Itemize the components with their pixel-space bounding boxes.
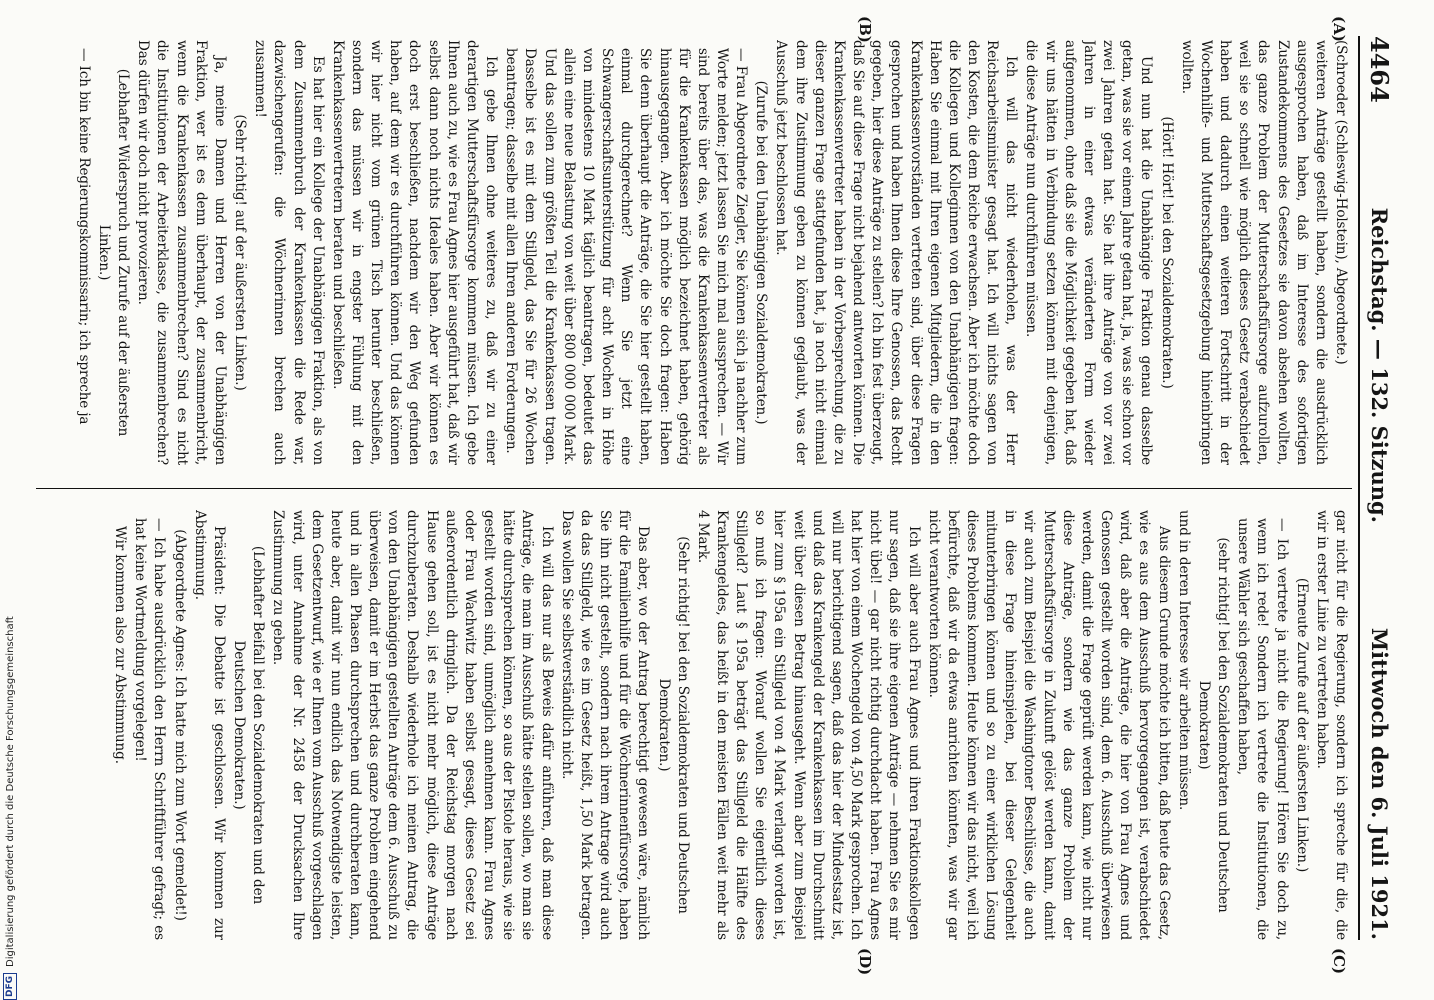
interjection: (Erneute Zurufe auf der äußersten Linken.)	[1293, 577, 1310, 873]
paragraph: Präsident: Die Debatte ist geschlossen. Wir kommen zur Abstimmung.	[191, 510, 227, 940]
paragraph: — Ich habe ausdrücklich den Herrn Schriftführer gefragt; es hat keine Wortmeldung vorgelegen!	[132, 518, 168, 940]
paragraph: Ja, meine Damen und Herren von der Unabhängigen Fraktion, wer ist es denn überhaupt, der zusammenbricht, wenn die Krankenkassen zusammenbrechen? Sind es nicht die Institutionen der Arbeiterklasse, die zusammenbrechen? Das dürfen wir doch nicht provozieren.	[135, 40, 228, 465]
dfg-logo: DFG	[3, 973, 17, 1000]
interjection: (Sehr richtig! bei den Sozialdemokraten und Deutschen Demokraten.)	[655, 536, 691, 914]
paragraph: (Schroeder (Schleswig-Holstein), Abgeordnete.)	[1333, 40, 1349, 365]
page-header	[1358, 36, 1400, 940]
paragraph: — Frau Abgeordnete Ziegler, Sie können sich ja nachher zum Worte melden; jetzt lassen Sie mich mal aussprechen. — Wir sind bereits über das, was die Krankenkassenvertreter als für die Krankenkassen möglich bezeichnet haben, gehörig hinausgegangen. Aber ich möchte Sie doch fragen: Haben Sie denn überhaupt die Anträge, die Sie hier gestellt haben, einmal durchgerechnet? Wenn Sie jetzt eine Schwangerschaftsunterstützung für acht Wochen in Höhe von mindestens 10 Mark täglich beantragen, bedeutet das allein eine neue Belastung von weit über 800 000 000 Mark. Und das sollen zum größten Teil die Krankenkassen tragen. Dasselbe ist es mit dem Stillgeld, das Sie für 26 Wochen beantragen; dasselbe mit allen Ihren anderen Forderungen.	[503, 48, 750, 465]
credit-text: Digitalisierung gefördert durch die Deutsche Forschungsgemeinschaft	[4, 616, 16, 967]
paragraph: Und nun hat die Unabhängige Fraktion genau dasselbe getan, was sie vor einem Jahre getan hat, ja, was sie schon vor zwei Jahren getan hat. Sie hat ihre Anträge von vor zwei Jahren in einer etwas veränderten Form wieder aufgenommen, ohne daß sie die Möglichkeit gegeben hat, daß wir uns hätten in Verbindung setzen können mit denjenigen, die diese Anträge nun durchführen müssen.	[1023, 40, 1155, 465]
paragraph: Ich will aber auch Frau Agnes und ihren Fraktionskollegen nur sagen, daß sie ihre eigenen Anträge — nehmen Sie es mir nicht übel! — gar nicht richtig durchdacht haben. Frau Agnes hat hier von einem Wochengeld von 4,50 Mark gesprochen. Ich will nur berichtigend sagen, daß das hier der Mindestsatz ist, und daß das Krankengeld der Krankenkassen im Durchschnitt weit über diesen Betrag hinausgeht. Wenn aber zum Beispiel hier zum § 195a ein Stillgeld von 4 Mark verlangt worden ist, so muß ich fragen: Worauf wollen Sie eigentlich dieses Stillgeld? Laut § 195a beträgt das Stillgeld die Hälfte des Krankengeldes, das heißt in den meisten Fällen weit mehr als 4 Mark.	[694, 510, 922, 940]
paragraph: Wir kommen also zur Abstimmung.	[112, 526, 129, 764]
right-column	[34, 510, 1350, 940]
paragraph: weiteren Anträge gestellt haben, sondern die ausdrücklich ausgesprochen haben, daß im Interesse des sofortigen Zustandekommens des Gesetzes sie davon absehen wollten, das ganze Problem der Mutterschaftsfürsorge aufzurollen, weil sie so schnell wie möglich dieses Gesetz verabschiedet haben und dadurch einen weiteren Fortschritt in der Wochenhilfe- und Mutterschaftsgesetzgebung hineinbringen wollten.	[1178, 40, 1329, 465]
paragraph: Ich gebe Ihnen ohne weiteres zu, daß wir zu einer derartigen Mutterschaftsfürsorge kommen müssen. Ich gebe Ihnen auch zu, wie es Frau Agnes hier ausgeführt hat, daß wir selbst dann noch nichts Ideales haben. Aber wir können es doch erst beschließen, nachdem wir den Weg gefunden haben, auf dem wir es durchführen können. Und das können wir hier nicht vom grünen Tisch herunter beschließen, sondern das müssen wir in engster Fühlung mit den Krankenkassenvertretern beraten und beschließen.	[329, 40, 500, 465]
paragraph: — Ich vertrete ja nicht die Regierung! Hören Sie doch zu, wenn ich rede! Sondern ich vertrete die Institutionen, die unsere Wähler sich geschaffen haben,	[1235, 518, 1290, 940]
column-divider	[36, 488, 1352, 489]
interjection: (Sehr richtig! auf der äußersten Linken.)	[232, 114, 249, 391]
margin-marker-d: (D)	[856, 948, 874, 976]
interjection: (Abgeordnete Agnes: Ich hatte mich zum Wort gemeldet!)	[171, 529, 188, 921]
interjection: (sehr richtig! bei den Sozialdemokraten und Deutschen Demokraten)	[1195, 537, 1232, 913]
margin-marker-a: (A)	[1330, 16, 1348, 42]
page-number: 4464	[1365, 36, 1395, 103]
interjection: (Lebhafter Widerspruch und Zurufe auf der äußersten Linken.)	[96, 68, 132, 437]
paragraph: — Ich bin keine Regierungskommissarin; ich spreche ja	[75, 48, 92, 425]
margin-marker-b: (B)	[856, 16, 874, 43]
digitization-credit	[2, 0, 18, 1000]
left-column	[34, 40, 1350, 465]
paragraph: Ich will das nur als Beweis dafür anführen, daß man diese Anträge, die man im Ausschuß hätte stellen sollen, wo man sie hätte durchsprechen können, so aus der Pistole heraus, wie sie gestellt worden sind, unmöglich annehmen kann. Frau Agnes oder Frau Wachwitz haben selbst gesagt, dieses Gesetz sei außerordentlich dringlich. Da der Reichstag morgen nach Hause gehen soll, ist es nicht mehr möglich, diese Anträge durchzuberaten. Deshalb wiederhole ich meinen Antrag, die von den Unabhängigen gestellten Anträge dem 6. Ausschuß zu überweisen, damit er im Herbst das ganze Problem eingehend und in allen Phasen durchsprechen und durchberaten kann, heute aber, damit wir nun endlich das Notwendigste leisten, dem Gesetzentwurf, wie er Ihnen vom Ausschuß vorgeschlagen wird, unter Annahme der Nr. 2458 der Drucksachen Ihre Zustimmung zu geben.	[270, 510, 555, 940]
paragraph: Ich will das nicht wiederholen, was der Herr Reichsarbeitsminister gesagt hat. Ich will nichts sagen von den Kosten, die dem Reiche erwachsen. Aber ich möchte doch die Kollegen und Kolleginnen von den Unabhängigen fragen: Haben Sie einmal mit Ihren eigenen Mitgliedern, die in den Krankenkassenvorständen vertreten sind, über diese Fragen gesprochen und haben Ihnen diese Ihre Genossen, das Recht gegeben, hier diese Anträge zu stellen? Ich bin fest überzeugt, daß Sie auf diese Frage nicht bejahend antworten können. Die Krankenkassenvertreter haben in der Vorbesprechung, die zu dieser ganzen Frage stattgefunden hat, ja noch nicht einmal dem ihre Zustimmung geben zu können geglaubt, was der Ausschuß jetzt beschlossen hat.	[773, 40, 1020, 465]
paragraph: und in deren Interesse wir arbeiten müssen.	[1175, 510, 1192, 811]
interjection: (Zurufe bei den Unabhängigen Sozialdemokraten.)	[753, 80, 770, 425]
page-date: Mittwoch den 6. Juli 1921.	[1367, 627, 1393, 940]
interjection: (Hört! Hört! bei den Sozialdemokraten.)	[1158, 116, 1175, 389]
paragraph: gar nicht für die Regierung, sondern ich spreche für die, die wir in erster Linie zu vertreten haben.	[1313, 510, 1349, 940]
paragraph: Das aber, wo der Antrag berechtigt gewesen wäre, nämlich für die Familienhilfe und für die Wöchnerinnenfürsorge, haben Sie ihn nicht gestellt, sondern nach ihrem Antrage wird auch da das Stillgeld, wie es im Gesetz heißt, 1,50 Mark betragen. Das wollen Sie selbstverständlich nicht.	[558, 510, 652, 940]
margin-marker-c: (C)	[1330, 948, 1348, 975]
paragraph: Aus diesem Grunde möchte ich bitten, daß heute das Gesetz, wie es aus dem Ausschuß hervorgegangen ist, verabschiedet wird, daß aber die Anträge, die hier von Frau Agnes und Genossen gestellt worden sind, dem 6. Ausschuß überwiesen werden, damit die Frage geprüft werden kann, wie nicht nur diese Anträge, sondern wie das ganze Problem der Mutterschaftsfürsorge in Zukunft gelöst werden kann, damit wir auch zum Beispiel die Washingtoner Beschlüsse, die auch in diese Frage hineinspielen, bei dieser Gelegenheit mitunterbringen können und so zu einer wirklichen Lösung dieses Problems kommen. Heute können wir das nicht, weil ich befürchte, daß wir da etwas anrichten könnten, was wir gar nicht verantworten können.	[925, 510, 1172, 940]
interjection: (Lebhafter Beifall bei den Sozialdemokraten und den Deutschen Demokraten.)	[231, 545, 267, 905]
page-title: Reichstag. — 132. Sitzung.	[1367, 207, 1393, 523]
paragraph: Es hat hier ein Kollege der Unabhängigen Fraktion, als von dem Zusammenbruch der Krankenkassen die Rede war, dazwischengerufen: die Wöchnerinnen brechen auch zusammen!	[252, 40, 326, 465]
